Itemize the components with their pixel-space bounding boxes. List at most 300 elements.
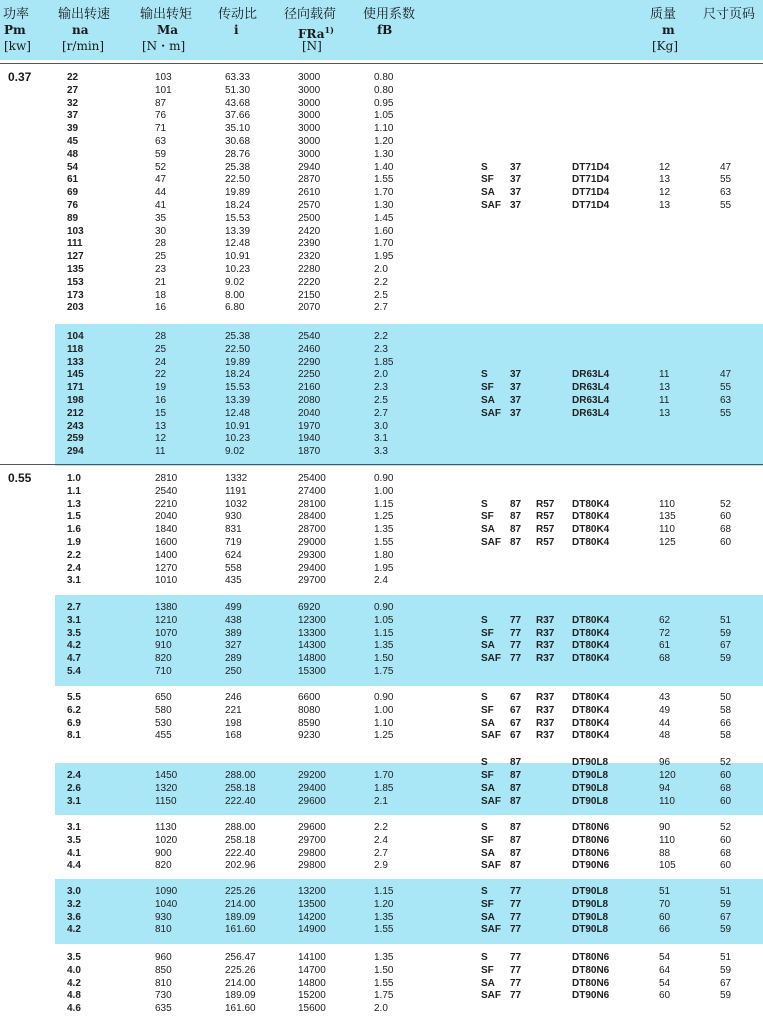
cell-torque: 2810 [155,473,178,484]
cell-torque: 103 [155,72,172,83]
cell-size: 67 [510,692,522,703]
cell-speed: 3.1 [67,822,81,833]
cell-torque: 87 [155,97,167,109]
cell-motor: DT90L8 [572,898,609,910]
cell-radial-load: 13300 [298,627,326,639]
cell-radial-load: 29000 [298,537,326,548]
cell-size: 37 [510,395,522,406]
cell-ratio: 225.26 [225,964,256,976]
cell-series: S [481,369,488,381]
header-torque-title: 输出转矩 [140,6,193,21]
cell-mass: 62 [659,614,671,626]
cell-speed: 1.9 [67,537,81,548]
cell-radial-load: 15600 [298,1003,326,1015]
cell-motor: DT90N6 [572,990,610,1002]
cell-size: 87 [510,524,522,536]
cell-speed: 3.6 [67,911,81,923]
cell-series: S [481,757,488,769]
cell-service-factor: 2.4 [374,834,388,846]
cell-service-factor: 1.55 [374,174,394,186]
cell-service-factor: 1.80 [374,549,394,561]
cell-adapter: R37 [536,730,555,742]
cell-mass: 96 [659,757,671,769]
power-value: 0.55 [8,471,32,485]
cell-speed: 5.4 [67,666,81,677]
cell-torque: 1600 [155,537,178,548]
cell-motor: DT90L8 [572,795,609,807]
cell-size: 87 [510,782,522,794]
cell-page: 66 [720,717,732,729]
cell-service-factor: 1.30 [374,200,394,211]
cell-service-factor: 0.90 [374,602,394,613]
cell-speed: 45 [67,136,79,147]
cell-service-factor: 1.25 [374,730,394,742]
cell-mass: 12 [659,161,671,173]
cell-motor: DT80K4 [572,730,610,742]
cell-ratio: 189.09 [225,990,256,1002]
cell-speed: 89 [67,212,79,224]
cell-radial-load: 2070 [298,302,321,314]
header-factor-symbol: fB [377,23,393,37]
cell-motor: DT90L8 [572,770,609,781]
cell-torque: 101 [155,84,172,96]
cell-radial-load: 2320 [298,251,321,263]
cell-series: S [481,614,488,626]
cell-torque: 1210 [155,614,178,626]
cell-mass: 135 [659,511,676,523]
cell-page: 68 [720,524,732,536]
cell-page: 60 [720,795,732,807]
cell-radial-load: 29700 [298,575,326,587]
cell-ratio: 161.60 [225,1003,256,1015]
cell-series: SAF [481,924,501,936]
cell-radial-load: 14100 [298,952,326,963]
cell-motor: DT90L8 [572,886,609,897]
power-group-divider [0,464,763,465]
cell-torque: 710 [155,666,172,677]
cell-radial-load: 2290 [298,356,321,368]
cell-speed: 3.5 [67,834,81,846]
cell-page: 55 [720,407,732,419]
cell-service-factor: 1.20 [374,136,394,147]
header-power-title: 功率 [3,6,30,21]
cell-torque: 18 [155,289,167,301]
cell-series: SA [481,717,495,729]
cell-ratio: 499 [225,602,242,613]
cell-radial-load: 3000 [298,97,321,109]
cell-torque: 2540 [155,485,178,497]
cell-torque: 13 [155,420,167,432]
cell-speed: 2.6 [67,782,81,794]
cell-radial-load: 3000 [298,72,321,83]
cell-motor: DT71D4 [572,161,610,173]
cell-service-factor: 2.5 [374,395,388,406]
cell-size: 77 [510,990,522,1002]
cell-speed: 4.4 [67,860,81,872]
header-mass-title: 质量 [650,6,677,21]
cell-radial-load: 28700 [298,524,326,536]
cell-radial-load: 3000 [298,123,321,135]
cell-service-factor: 1.95 [374,562,394,574]
cell-radial-load: 1970 [298,420,321,432]
cell-speed: 145 [67,369,84,381]
cell-page: 50 [720,692,732,703]
cell-service-factor: 1.85 [374,356,394,368]
cell-torque: 25 [155,251,167,263]
cell-speed: 8.1 [67,730,81,742]
cell-ratio: 221 [225,704,242,716]
cell-torque: 1090 [155,886,178,897]
cell-mass: 88 [659,847,671,859]
cell-series: S [481,886,488,897]
cell-ratio: 222.40 [225,847,256,859]
cell-service-factor: 2.9 [374,860,388,872]
cell-mass: 125 [659,537,676,548]
cell-radial-load: 2250 [298,369,321,381]
cell-service-factor: 2.1 [374,795,388,807]
cell-page: 63 [720,187,732,199]
cell-speed: 5.5 [67,692,81,703]
cell-size: 87 [510,757,522,769]
cell-motor: DT90L8 [572,782,609,794]
cell-ratio: 37.66 [225,110,251,122]
cell-motor: DT80K4 [572,498,610,510]
cell-mass: 13 [659,382,671,394]
cell-mass: 110 [659,524,675,536]
cell-speed: 1.6 [67,524,81,536]
cell-page: 59 [720,990,732,1002]
cell-ratio: 13.39 [225,225,251,237]
cell-torque: 960 [155,952,172,963]
cell-series: SF [481,382,494,394]
cell-ratio: 1332 [225,473,248,484]
cell-mass: 11 [659,369,670,381]
cell-size: 67 [510,730,522,742]
cell-torque: 28 [155,331,167,342]
cell-speed: 153 [67,276,84,288]
cell-series: S [481,692,488,703]
header-mass-symbol: m [662,23,675,37]
cell-radial-load: 15300 [298,666,326,677]
cell-series: S [481,498,488,510]
cell-mass: 68 [659,653,671,665]
cell-radial-load: 29800 [298,860,326,872]
cell-torque: 1010 [155,575,178,587]
cell-ratio: 246 [225,692,242,703]
cell-torque: 23 [155,264,167,275]
cell-radial-load: 29200 [298,770,326,781]
cell-motor: DR63L4 [572,395,610,406]
cell-torque: 810 [155,924,172,936]
cell-size: 87 [510,822,522,833]
cell-speed: 127 [67,251,84,263]
cell-torque: 35 [155,212,167,224]
cell-service-factor: 1.70 [374,770,394,781]
header-ratio-symbol: i [234,23,239,37]
cell-series: SF [481,704,494,716]
cell-ratio: 22.50 [225,343,251,355]
cell-mass: 49 [659,704,671,716]
cell-radial-load: 2220 [298,276,321,288]
cell-series: SAF [481,653,501,665]
cell-ratio: 19.89 [225,356,251,368]
cell-speed: 111 [67,238,83,250]
cell-motor: DT80K4 [572,653,610,665]
cell-service-factor: 1.50 [374,653,394,665]
cell-radial-load: 2460 [298,343,321,355]
cell-radial-load: 28100 [298,498,326,510]
cell-torque: 1320 [155,782,178,794]
cell-service-factor: 1.20 [374,898,394,910]
cell-ratio: 289 [225,653,242,665]
cell-torque: 2210 [155,498,178,510]
cell-size: 77 [510,964,522,976]
cell-motor: DT71D4 [572,174,610,186]
cell-radial-load: 14900 [298,924,326,936]
cell-speed: 6.2 [67,704,81,716]
cell-size: 87 [510,847,522,859]
cell-ratio: 15.53 [225,382,251,394]
cell-torque: 22 [155,369,167,381]
cell-page: 59 [720,898,732,910]
cell-motor: DT80K4 [572,704,610,716]
cell-adapter: R37 [536,627,555,639]
cell-mass: 94 [659,782,671,794]
cell-radial-load: 2610 [298,187,321,199]
cell-series: SF [481,627,494,639]
cell-speed: 2.2 [67,549,81,561]
cell-service-factor: 2.2 [374,331,388,342]
cell-adapter: R37 [536,614,555,626]
cell-service-factor: 2.7 [374,302,388,314]
cell-torque: 1070 [155,627,178,639]
cell-page: 60 [720,770,732,781]
cell-motor: DT80N6 [572,822,610,833]
cell-speed: 3.5 [67,952,81,963]
header-power-symbol: Pm [4,23,26,37]
cell-torque: 930 [155,911,172,923]
cell-page: 47 [720,161,732,173]
cell-motor: DT80N6 [572,977,610,989]
cell-radial-load: 2080 [298,395,321,406]
cell-ratio: 12.48 [225,407,251,419]
cell-torque: 41 [155,200,167,211]
cell-series: SF [481,964,494,976]
cell-ratio: 25.38 [225,161,251,173]
cell-service-factor: 1.55 [374,977,394,989]
cell-radial-load: 3000 [298,84,321,96]
cell-mass: 54 [659,977,671,989]
cell-series: SF [481,834,494,846]
cell-service-factor: 1.30 [374,148,394,160]
cell-torque: 1130 [155,822,177,833]
cell-series: SA [481,847,495,859]
cell-series: SAF [481,407,501,419]
cell-series: SAF [481,860,501,872]
cell-service-factor: 1.50 [374,964,394,976]
cell-page: 59 [720,653,732,665]
cell-torque: 16 [155,395,167,406]
cell-series: SA [481,640,495,652]
cell-service-factor: 1.25 [374,511,394,523]
cell-series: SA [481,977,495,989]
cell-series: S [481,952,488,963]
cell-radial-load: 2160 [298,382,321,394]
cell-speed: 1.5 [67,511,81,523]
cell-series: SA [481,187,495,199]
cell-speed: 4.2 [67,924,81,936]
cell-torque: 1150 [155,795,177,807]
power-group-divider [0,63,763,64]
cell-speed: 133 [67,356,84,368]
cell-radial-load: 8080 [298,704,321,716]
cell-service-factor: 2.0 [374,264,388,275]
cell-speed: 118 [67,343,84,355]
cell-ratio: 288.00 [225,770,256,781]
cell-ratio: 63.33 [225,72,251,83]
cell-speed: 1.0 [67,473,81,484]
cell-radial-load: 14200 [298,911,326,923]
cell-page: 55 [720,200,732,211]
cell-mass: 66 [659,924,671,936]
cell-torque: 810 [155,977,172,989]
cell-series: SAF [481,730,501,742]
cell-torque: 12 [155,433,167,445]
cell-ratio: 10.91 [225,420,251,432]
cell-mass: 60 [659,911,671,923]
cell-torque: 24 [155,356,167,368]
cell-speed: 2.4 [67,562,81,574]
cell-service-factor: 1.55 [374,537,394,548]
cell-size: 77 [510,924,522,936]
cell-mass: 11 [659,395,670,406]
cell-service-factor: 1.70 [374,187,394,199]
cell-ratio: 225.26 [225,886,256,897]
cell-motor: DR63L4 [572,369,610,381]
cell-torque: 52 [155,161,167,173]
cell-size: 77 [510,952,522,963]
cell-series: SAF [481,990,501,1002]
cell-radial-load: 29400 [298,562,326,574]
cell-service-factor: 1.45 [374,212,394,224]
cell-page: 67 [720,977,732,989]
cell-ratio: 18.24 [225,369,251,381]
cell-series: SAF [481,795,501,807]
cell-page: 58 [720,730,732,742]
cell-size: 77 [510,977,522,989]
cell-torque: 820 [155,653,172,665]
cell-radial-load: 14800 [298,653,326,665]
cell-service-factor: 2.3 [374,382,388,394]
cell-torque: 850 [155,964,172,976]
cell-service-factor: 2.4 [374,575,388,587]
cell-motor: DT90N6 [572,860,610,872]
cell-ratio: 51.30 [225,84,251,96]
cell-size: 77 [510,898,522,910]
cell-service-factor: 1.95 [374,251,394,263]
cell-radial-load: 2940 [298,161,321,173]
cell-ratio: 719 [225,537,242,548]
cell-radial-load: 2500 [298,212,321,224]
cell-speed: 27 [67,84,79,96]
cell-torque: 59 [155,148,167,160]
cell-service-factor: 0.90 [374,473,394,484]
cell-size: 37 [510,407,522,419]
cell-service-factor: 0.95 [374,97,394,109]
cell-size: 37 [510,161,522,173]
cell-speed: 39 [67,123,79,135]
cell-ratio: 256.47 [225,952,256,963]
cell-adapter: R57 [536,511,555,523]
cell-ratio: 202.96 [225,860,256,872]
cell-page: 52 [720,498,732,510]
cell-service-factor: 1.35 [374,640,394,652]
cell-ratio: 831 [225,524,242,536]
cell-speed: 76 [67,200,79,211]
cell-ratio: 250 [225,666,242,677]
cell-page: 60 [720,834,732,846]
cell-mass: 54 [659,952,671,963]
cell-radial-load: 12300 [298,614,326,626]
cell-size: 67 [510,704,522,716]
cell-page: 52 [720,757,732,769]
cell-ratio: 435 [225,575,242,587]
cell-size: 77 [510,886,522,897]
cell-radial-load: 14800 [298,977,326,989]
header-speed-unit: [r/min] [62,39,105,53]
cell-speed: 4.6 [67,1003,81,1015]
cell-motor: DT80K4 [572,511,610,523]
cell-radial-load: 29600 [298,822,326,833]
cell-adapter: R57 [536,537,555,548]
cell-speed: 259 [67,433,84,445]
cell-motor: DT80N6 [572,964,610,976]
cell-series: SF [481,770,494,781]
header-torque-symbol: Ma [157,23,179,37]
cell-size: 87 [510,860,522,872]
cell-torque: 1840 [155,524,178,536]
cell-speed: 212 [67,407,84,419]
cell-size: 77 [510,653,522,665]
cell-speed: 4.0 [67,964,81,976]
cell-radial-load: 13200 [298,886,326,897]
cell-mass: 90 [659,822,671,833]
cell-service-factor: 1.35 [374,952,394,963]
cell-motor: DT90L8 [572,924,609,936]
cell-page: 68 [720,782,732,794]
cell-mass: 105 [659,860,676,872]
cell-speed: 6.9 [67,717,81,729]
cell-mass: 70 [659,898,671,910]
cell-service-factor: 3.0 [374,420,388,432]
cell-torque: 63 [155,136,167,147]
cell-ratio: 10.23 [225,264,251,275]
cell-speed: 3.0 [67,886,81,897]
cell-ratio: 1191 [225,485,247,497]
cell-mass: 110 [659,834,675,846]
cell-radial-load: 2390 [298,238,321,250]
cell-ratio: 18.24 [225,200,251,211]
cell-page: 59 [720,964,732,976]
cell-speed: 1.1 [67,485,81,497]
cell-page: 60 [720,537,732,548]
cell-radial-load: 15200 [298,990,326,1002]
cell-radial-load: 3000 [298,110,321,122]
cell-mass: 64 [659,964,671,976]
cell-speed: 4.2 [67,977,81,989]
power-value: 0.37 [8,70,32,84]
cell-speed: 3.2 [67,898,81,910]
